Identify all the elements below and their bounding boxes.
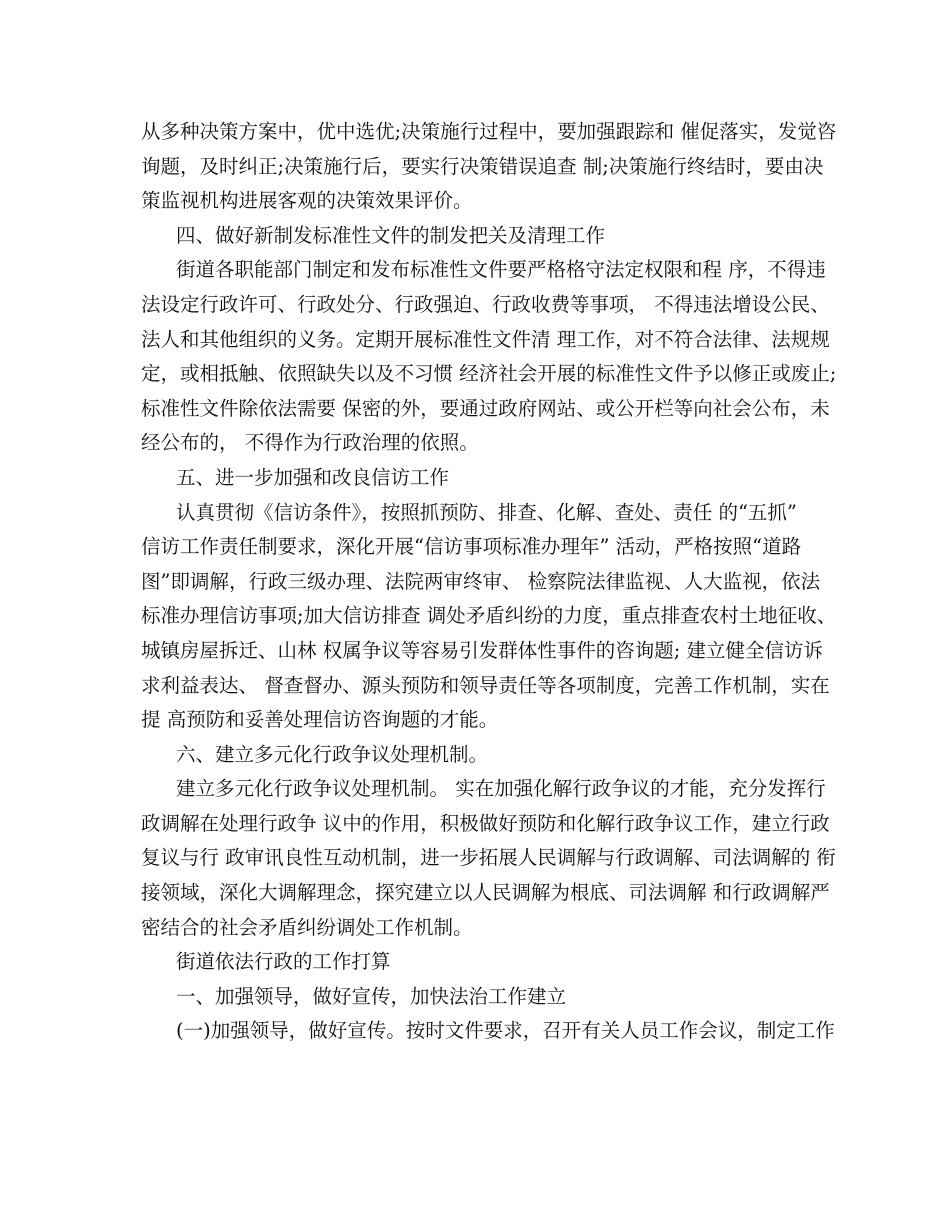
text-line: 信访工作责任制要求，深化开展“信访事项标准办理年” 活动，严格按照“道路 xyxy=(141,535,802,559)
section-heading: 一、加强领导，做好宣传，加快法治工作建立 xyxy=(176,984,567,1008)
text-line: 城镇房屋拆迁、山林 权属争议等容易引发群体性事件的咨询题; 建立健全信访诉 xyxy=(141,638,823,662)
text-line: 定，或相抵触、依照缺失以及不习惯 经济社会开展的标准性文件予以修正或废止; xyxy=(141,362,837,386)
section-heading: 五、进一步加强和改良信访工作 xyxy=(176,465,450,489)
text-line: 经公布的， 不得作为行政治理的依照。 xyxy=(141,431,479,455)
text-line: 政调解在处理行政争 议中的作用，积极做好预防和化解行政争议工作，建立行政 xyxy=(141,811,830,835)
document-body xyxy=(141,115,837,1049)
text-line: 法设定行政许可、行政处分、行政强迫、行政收费等事项， 不得违法增设公民、 xyxy=(141,292,830,316)
text-line: 街道各职能部门制定和发布标准性文件要严格格守法定权限和程 序，不得违 xyxy=(176,258,826,282)
text-line: 求利益表达、 督查督办、源头预防和领导责任等各项制度，完善工作机制，实在 xyxy=(141,673,830,697)
text-line: 密结合的社会矛盾纠纷调处工作机制。 xyxy=(141,915,473,939)
text-line: 建立多元化行政争议处理机制。 实在加强化解行政争议的才能，充分发挥行 xyxy=(176,777,826,801)
text-line: 提 高预防和妥善处理信访咨询题的才能。 xyxy=(141,708,499,732)
text-line: (一)加强领导，做好宣传。按时文件要求，召开有关人员工作会议，制定工作 xyxy=(176,1019,835,1043)
text-line: 复议与行 政审讯良性互动机制，进一步拓展人民调解与行政调解、司法调解的 衔 xyxy=(141,846,836,870)
text-line: 询题，及时纠正;决策施行后，要实行决策错误追查 制;决策施行终结时，要由决 xyxy=(141,154,824,178)
text-line: 标准办理信访事项;加大信访排查 调处矛盾纠纷的力度，重点排查农村土地征收、 xyxy=(141,604,837,628)
text-line: 策监视机构进展客观的决策效果评价。 xyxy=(141,189,473,213)
text-line: 标准性文件除依法需要 保密的外，要通过政府网站、或公开栏等向社会公布，未 xyxy=(141,396,830,420)
text-line: 从多种决策方案中，优中选优;决策施行过程中，要加强跟踪和 催促落实，发觉咨 xyxy=(141,120,837,143)
section-heading: 四、做好新制发标准性文件的制发把关及清理工作 xyxy=(176,223,606,247)
text-line: 接领域，深化大调解理念，探究建立以人民调解为根底、司法调解 和行政调解严 xyxy=(141,881,830,905)
section-heading: 六、建立多元化行政争议处理机制。 xyxy=(176,742,489,766)
section-heading: 街道依法行政的工作打算 xyxy=(176,950,391,974)
text-line: 图”即调解，行政三级办理、法院两审终审、 检察院法律监视、人大监视，依法 xyxy=(141,569,821,593)
text-line: 认真贯彻《信访条件》，按照抓预防、排查、化解、查处、责任 的“五抓” xyxy=(176,500,797,524)
text-line: 法人和其他组织的义务。定期开展标准性文件清 理工作，对不符合法律、法规规 xyxy=(141,327,830,351)
